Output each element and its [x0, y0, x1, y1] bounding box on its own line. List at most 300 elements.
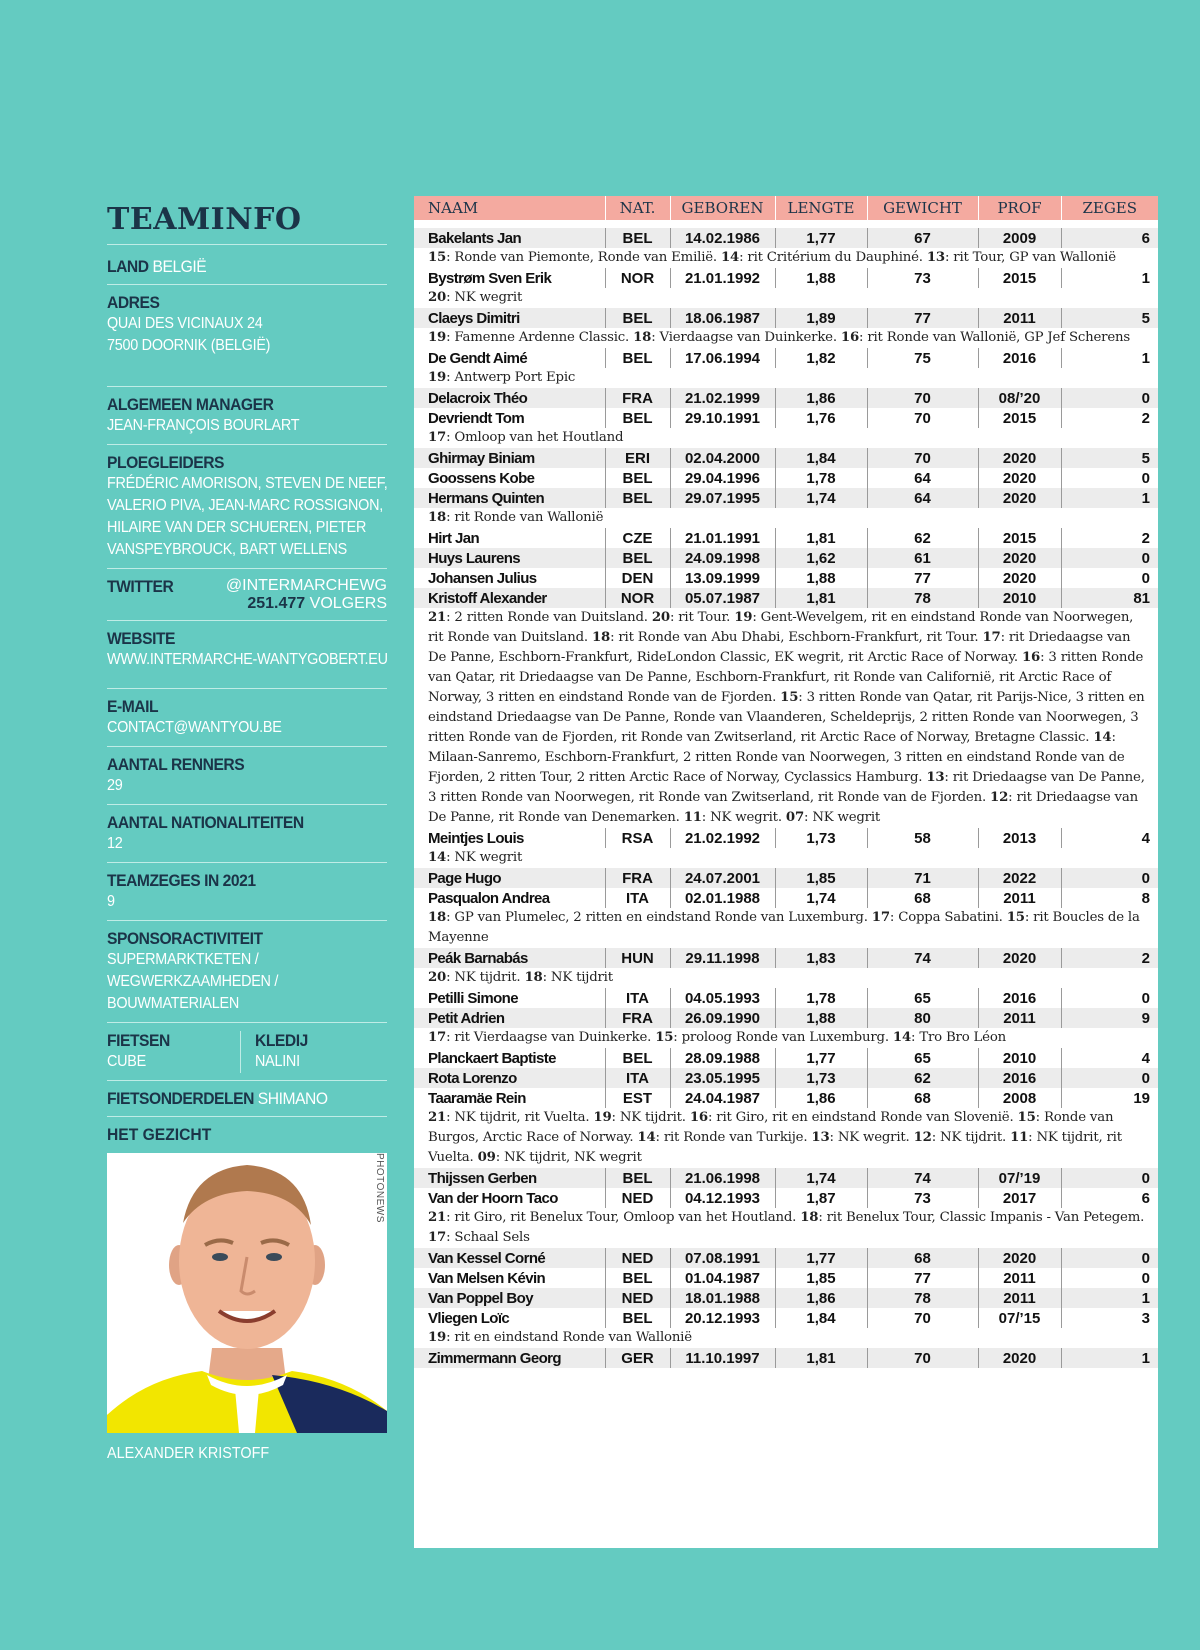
palmares-wins: Schaal Sels [454, 1230, 530, 1245]
cell-prof: 2016 [978, 1068, 1061, 1088]
cell-geboren: 20.12.1993 [670, 1308, 775, 1328]
cell-naam: Peák Barnabás [414, 948, 605, 968]
cell-naam: Van Melsen Kévin [428, 1269, 546, 1287]
cell-gewicht: 78 [867, 1288, 978, 1308]
table-row [414, 528, 1158, 548]
cell-gewicht: 71 [867, 868, 978, 888]
cell-naam: Petilli Simone [428, 989, 518, 1007]
table-row [414, 1268, 1158, 1288]
palmares-year: 19 [428, 370, 447, 385]
palmares-wins: rit Ronde van Wallonië [454, 510, 604, 525]
cell-nat: HUN [605, 948, 670, 968]
palmares-wins: rit Tour. [678, 610, 731, 625]
palmares-wins: rit Ronde van Turkije. [663, 1130, 808, 1145]
palmares-wins: rit Driedaagse van De Panne, 3 ritten Ronde van Noorwegen, rit Ronde van Zwitserland, rit Ronde van de Fjorden. [428, 770, 1145, 805]
cell-prof: 2015 [978, 528, 1061, 548]
sponsor-label: SPONSORACTIVITEIT [107, 929, 263, 948]
table-row [414, 1168, 1158, 1188]
palmares-year: 21 [428, 610, 447, 625]
cell-naam: Delacroix Théo [414, 388, 605, 408]
palmares-wins: NK tijdrit, rit Vuelta. [454, 1110, 590, 1125]
info-land [107, 249, 387, 285]
table-row [414, 1248, 1158, 1268]
palmares-wins: rit Vierdaagse van Duinkerke. [454, 1030, 652, 1045]
palmares-wins: rit Driedaagse van De Panne, rit Ronde van Denemarken. [428, 790, 1138, 825]
cell-lengte: 1,77 [775, 1048, 867, 1068]
palmares-year: 17 [428, 1030, 447, 1045]
palmares-text: 20: NK tijdrit. 18: NK tijdrit [428, 970, 613, 985]
table-row [414, 568, 1158, 588]
ploegleiders-line: FRÉDÉRIC AMORISON, STEVEN DE NEEF, [107, 475, 388, 492]
manager-value: JEAN-FRANÇOIS BOURLART [107, 417, 300, 434]
palmares-wins: Famenne Ardenne Classic. [454, 330, 630, 345]
team-info-title: TEAMINFO [107, 202, 387, 245]
onderdelen-label: FIETSONDERDELEN [107, 1089, 254, 1108]
palmares-wins: NK tijdrit [550, 970, 613, 985]
sponsor-line: SUPERMARKTKETEN / [107, 951, 259, 968]
cell-zeges: 0 [1061, 988, 1158, 1008]
cell-lengte: 1,74 [775, 1168, 867, 1188]
palmares-wins: NK tijdrit, NK wegrit [504, 1150, 642, 1165]
cell-zeges: 1 [1061, 1348, 1158, 1368]
cell-lengte: 1,62 [775, 548, 867, 568]
palmares-wins: GP van Plumelec, 2 ritten en eindstand Ronde van Luxemburg. [454, 910, 868, 925]
cell-gewicht: 73 [867, 268, 978, 288]
cell-lengte: 1,86 [775, 1288, 867, 1308]
cell-zeges: 2 [1061, 528, 1158, 548]
team-info-sidebar [107, 202, 387, 1463]
cell-nat: NOR [605, 268, 670, 288]
palmares-text: 19: rit en eindstand Ronde van Wallonië [428, 1330, 692, 1345]
palmares-year: 14 [720, 250, 740, 265]
palmares-year: 15 [655, 1030, 674, 1045]
palmares-year: 17 [982, 630, 1001, 645]
cell-naam: Kristoff Alexander [414, 588, 605, 608]
nationaliteiten-label: AANTAL NATIONALITEITEN [107, 813, 304, 832]
cell-nat: BEL [605, 1308, 670, 1328]
table-row [414, 1008, 1158, 1028]
palmares-year: 18 [428, 510, 447, 525]
cell-zeges: 5 [1061, 448, 1158, 468]
rider-portrait-photo [107, 1153, 387, 1433]
cell-geboren: 02.04.2000 [670, 448, 775, 468]
cell-prof: 2022 [978, 868, 1061, 888]
cell-zeges: 0 [1061, 1268, 1158, 1288]
table-row [414, 228, 1158, 248]
cell-geboren: 21.01.1992 [670, 268, 775, 288]
cell-prof: 2020 [978, 548, 1061, 568]
cell-gewicht: 78 [867, 588, 978, 608]
palmares-wins: rit Critérium du Dauphiné. [747, 250, 923, 265]
palmares-year: 13 [811, 1130, 830, 1145]
palmares-row [414, 1028, 1158, 1048]
cell-geboren: 21.02.1992 [670, 828, 775, 848]
palmares-text: 19: Antwerp Port Epic [428, 370, 576, 385]
twitter-handle[interactable]: @INTERMARCHEWG [225, 577, 387, 594]
palmares-wins: rit Giro, rit en eindstand Ronde van Slovenië. [716, 1110, 1014, 1125]
cell-naam: Van Kessel Corné [414, 1248, 605, 1268]
email-label: E-MAIL [107, 697, 159, 716]
cell-nat: BEL [605, 1268, 670, 1288]
cell-gewicht: 62 [867, 528, 978, 548]
cell-nat: RSA [605, 828, 670, 848]
cell-prof: 2016 [978, 348, 1061, 368]
ploegleiders-line: VANSPEYBROUCK, BART WELLENS [107, 541, 347, 558]
info-teamzeges [107, 863, 387, 921]
cell-zeges: 0 [1061, 468, 1158, 488]
palmares-text: 15: Ronde van Piemonte, Ronde van Emilië. 14: rit Critérium du Dauphiné. 13: rit Tour, GP van Wallonië [428, 250, 1116, 265]
header-gewicht: GEWICHT [867, 196, 978, 220]
palmares-row [414, 288, 1158, 308]
cell-nat: EST [605, 1088, 670, 1108]
palmares-wins: Ronde van Burgos, Arctic Race of Norway. [428, 1110, 1114, 1145]
cell-nat: NOR [605, 588, 670, 608]
palmares-row [414, 908, 1158, 948]
cell-naam: Taaramäe Rein [428, 1089, 526, 1107]
cell-zeges: 6 [1061, 228, 1158, 248]
land-value: BELGIË [152, 257, 207, 276]
cell-geboren: 18.06.1987 [670, 308, 775, 328]
palmares-wins: rit Ronde van Abu Dhabi, Eschborn-Frankfurt, rit Tour. [618, 630, 979, 645]
header-prof: PROF [978, 196, 1061, 220]
palmares-wins: NK wegrit [812, 810, 881, 825]
cell-zeges: 6 [1061, 1188, 1158, 1208]
rider-portrait-illustration [107, 1153, 387, 1433]
cell-gewicht: 75 [867, 348, 978, 368]
cell-geboren: 29.04.1996 [670, 468, 775, 488]
palmares-year: 09 [477, 1150, 496, 1165]
palmares-year: 14 [428, 850, 447, 865]
cell-prof: 2010 [978, 588, 1061, 608]
cell-nat: ITA [605, 988, 670, 1008]
table-row [414, 488, 1158, 508]
palmares-year: 12 [913, 1130, 932, 1145]
palmares-text: 17: Omloop van het Houtland [428, 430, 624, 445]
palmares-wins: rit en eindstand Ronde van Wallonië [454, 1330, 692, 1345]
cell-naam: De Gendt Aimé [428, 349, 528, 367]
palmares-year: 16 [840, 330, 860, 345]
palmares-row [414, 248, 1158, 268]
cell-naam: Thijssen Gerben [414, 1168, 605, 1188]
palmares-wins: proloog Ronde van Luxemburg. [681, 1030, 889, 1045]
cell-nat: NED [605, 1188, 670, 1208]
cell-lengte: 1,73 [775, 828, 867, 848]
palmares-wins: NK tijdrit. [940, 1130, 1007, 1145]
cell-zeges: 0 [1061, 548, 1158, 568]
cell-naam: Ghirmay Biniam [414, 448, 605, 468]
palmares-text: 21: rit Giro, rit Benelux Tour, Omloop van het Houtland. 18: rit Benelux Tour, Classic Impanis - Van Petegem. 17: Schaal Sels [428, 1210, 1145, 1245]
cell-gewicht: 77 [867, 308, 978, 328]
teamzeges-value: 9 [107, 893, 115, 910]
cell-naam: Goossens Kobe [428, 469, 535, 487]
cell-gewicht: 61 [867, 548, 978, 568]
palmares-wins: Vierdaagse van Duinkerke. [659, 330, 837, 345]
cell-zeges: 3 [1061, 1308, 1158, 1328]
table-row [414, 548, 1158, 568]
cell-nat: BEL [605, 548, 670, 568]
cell-lengte: 1,81 [775, 1348, 867, 1368]
cell-naam: Devriendt Tom [428, 409, 525, 427]
palmares-row [414, 608, 1158, 828]
palmares-year: 07 [785, 810, 804, 825]
table-row [414, 888, 1158, 908]
palmares-year: 16 [1021, 650, 1041, 665]
email-link[interactable]: CONTACT@WANTYOU.BE [107, 719, 282, 736]
cell-lengte: 1,77 [775, 1248, 867, 1268]
cell-nat: BEL [605, 408, 670, 428]
cell-nat: ERI [605, 448, 670, 468]
cell-gewicht: 64 [867, 488, 978, 508]
renners-value: 29 [107, 777, 123, 794]
cell-prof: 2011 [978, 888, 1061, 908]
cell-zeges: 1 [1061, 1288, 1158, 1308]
cell-geboren: 05.07.1987 [670, 588, 775, 608]
twitter-follower-count: 251.477 [247, 595, 306, 612]
palmares-text: 17: rit Vierdaagse van Duinkerke. 15: proloog Ronde van Luxemburg. 14: Tro Bro Léon [428, 1030, 1006, 1045]
palmares-wins: Antwerp Port Epic [454, 370, 576, 385]
cell-geboren: 01.04.1987 [670, 1268, 775, 1288]
adres-line-2: 7500 DOORNIK (BELGIË) [107, 337, 271, 354]
header-nat: NAT. [605, 196, 670, 220]
website-link[interactable]: WWW.INTERMARCHE-WANTYGOBERT.EU [107, 651, 388, 668]
ploegleiders-line: HILAIRE VAN DER SCHUEREN, PIETER [107, 519, 367, 536]
palmares-row [414, 328, 1158, 348]
cell-nat: GER [605, 1348, 670, 1368]
cell-prof: 2010 [978, 1048, 1061, 1068]
palmares-wins: rit Ronde van Wallonië, GP Jef Scherens [867, 330, 1130, 345]
cell-lengte: 1,84 [775, 1308, 867, 1328]
cell-geboren: 21.02.1999 [670, 388, 775, 408]
palmares-wins: Ronde van Piemonte, Ronde van Emilië. [454, 250, 717, 265]
table-row [414, 1308, 1158, 1328]
palmares-year: 14 [1093, 730, 1112, 745]
info-email [107, 689, 387, 747]
palmares-wins: Tro Bro Léon [919, 1030, 1006, 1045]
table-row [414, 448, 1158, 468]
palmares-year: 11 [683, 810, 702, 825]
cell-geboren: 04.12.1993 [670, 1188, 775, 1208]
cell-gewicht: 70 [867, 1308, 978, 1328]
cell-geboren: 29.11.1998 [670, 948, 775, 968]
palmares-row [414, 428, 1158, 448]
table-row [414, 948, 1158, 968]
cell-geboren: 11.10.1997 [670, 1348, 775, 1368]
cell-gewicht: 67 [867, 228, 978, 248]
cell-zeges: 8 [1061, 888, 1158, 908]
palmares-year: 21 [428, 1210, 447, 1225]
palmares-year: 17 [428, 1230, 447, 1245]
kledij-value: NALINI [254, 1053, 300, 1070]
cell-gewicht: 70 [867, 408, 978, 428]
palmares-wins: NK wegrit. [837, 1130, 910, 1145]
palmares-wins: NK wegrit [454, 850, 523, 865]
cell-zeges: 2 [1061, 408, 1158, 428]
cell-naam: Pasqualon Andrea [428, 889, 550, 907]
cell-geboren: 14.02.1986 [670, 228, 775, 248]
cell-naam: Johansen Julius [428, 569, 537, 587]
palmares-row [414, 508, 1158, 528]
cell-gewicht: 70 [867, 388, 978, 408]
palmares-row [414, 848, 1158, 868]
ploegleiders-label: PLOEGLEIDERS [107, 453, 225, 472]
palmares-year: 14 [892, 1030, 911, 1045]
table-row [414, 1288, 1158, 1308]
photo-credit: PHOTONEWS [374, 1153, 385, 1223]
cell-naam: Petit Adrien [414, 1008, 605, 1028]
cell-lengte: 1,74 [775, 488, 867, 508]
cell-zeges: 81 [1061, 588, 1158, 608]
cell-geboren: 28.09.1988 [670, 1048, 775, 1068]
palmares-wins: NK tijdrit, rit Vuelta. [428, 1130, 1122, 1165]
cell-geboren: 29.07.1995 [670, 488, 775, 508]
palmares-year: 15 [780, 690, 799, 705]
palmares-year: 19 [593, 1110, 612, 1125]
cell-lengte: 1,74 [775, 888, 867, 908]
cell-gewicht: 77 [867, 1268, 978, 1288]
cell-geboren: 04.05.1993 [670, 988, 775, 1008]
header-geboren: GEBOREN [670, 196, 775, 220]
palmares-wins: NK tijdrit. [619, 1110, 686, 1125]
cell-prof: 2013 [978, 828, 1061, 848]
info-renners [107, 747, 387, 805]
cell-prof: 2009 [978, 228, 1061, 248]
palmares-row [414, 368, 1158, 388]
palmares-year: 12 [990, 790, 1009, 805]
palmares-year: 13 [926, 770, 945, 785]
cell-lengte: 1,88 [775, 1008, 867, 1028]
table-row [414, 1348, 1158, 1368]
info-onderdelen [107, 1081, 387, 1117]
cell-prof: 2017 [978, 1188, 1061, 1208]
cell-lengte: 1,73 [775, 1068, 867, 1088]
header-naam: NAAM [414, 196, 605, 220]
cell-prof: 2020 [978, 488, 1061, 508]
cell-zeges: 0 [1061, 388, 1158, 408]
palmares-row [414, 968, 1158, 988]
manager-label: ALGEMEEN MANAGER [107, 395, 274, 414]
table-row [414, 268, 1158, 288]
cell-zeges: 1 [1061, 488, 1158, 508]
cell-lengte: 1,85 [775, 868, 867, 888]
cell-geboren: 24.09.1998 [670, 548, 775, 568]
nationaliteiten-value: 12 [107, 835, 123, 852]
palmares-year: 14 [637, 1130, 656, 1145]
cell-prof: 2020 [978, 1348, 1061, 1368]
palmares-year: 13 [926, 250, 945, 265]
cell-lengte: 1,81 [775, 528, 867, 548]
ploegleiders-line: VALERIO PIVA, JEAN-MARC ROSSIGNON, [107, 497, 383, 514]
cell-gewicht: 65 [867, 988, 978, 1008]
cell-nat: CZE [605, 528, 670, 548]
palmares-text: 20: NK wegrit [428, 290, 523, 305]
cell-prof: 2020 [978, 468, 1061, 488]
palmares-year: 19 [734, 610, 753, 625]
rider-table [414, 196, 1158, 1368]
cell-gewicht: 74 [867, 948, 978, 968]
table-row [414, 468, 1158, 488]
palmares-wins: Coppa Sabatini. [898, 910, 1003, 925]
cell-geboren: 21.06.1998 [670, 1168, 775, 1188]
sponsor-line: BOUWMATERIALEN [107, 995, 239, 1012]
cell-prof: 2020 [978, 1248, 1061, 1268]
cell-prof: 2016 [978, 988, 1061, 1008]
palmares-row [414, 1108, 1158, 1168]
cell-naam: Planckaert Baptiste [428, 1049, 556, 1067]
cell-gewicht: 73 [867, 1188, 978, 1208]
info-sponsor [107, 921, 387, 1023]
cell-lengte: 1,81 [775, 588, 867, 608]
cell-zeges: 4 [1061, 828, 1158, 848]
cell-zeges: 1 [1061, 268, 1158, 288]
cell-prof: 2011 [978, 1288, 1061, 1308]
palmares-year: 18 [428, 910, 447, 925]
adres-line-1: QUAI DES VICINAUX 24 [107, 315, 263, 332]
cell-zeges: 0 [1061, 1068, 1158, 1088]
table-row [414, 988, 1158, 1008]
cell-nat: BEL [605, 1168, 670, 1188]
palmares-year: 20 [651, 610, 670, 625]
cell-lengte: 1,76 [775, 408, 867, 428]
cell-geboren: 13.09.1999 [670, 568, 775, 588]
cell-geboren: 29.10.1991 [670, 408, 775, 428]
cell-nat: DEN [605, 568, 670, 588]
table-row [414, 1188, 1158, 1208]
palmares-text: 21: NK tijdrit, rit Vuelta. 19: NK tijdrit. 16: rit Giro, rit en eindstand Ronde van Slovenië. 15: Ronde van Burgos, Arctic Race of Norway. 14: rit Ronde van Turkije. 13: NK wegrit. 12: NK tijdrit. 11: NK tijdrit, rit Vuelta. 09: NK tijdrit, NK wegrit [428, 1110, 1122, 1165]
cell-gewicht: 77 [867, 568, 978, 588]
palmares-text: 19: Famenne Ardenne Classic. 18: Vierdaagse van Duinkerke. 16: rit Ronde van Wallonië, GP Jef Scherens [428, 330, 1130, 345]
cell-lengte: 1,78 [775, 988, 867, 1008]
palmares-wins: Milaan-Sanremo, Eschborn-Frankfurt, 2 ritten Ronde van Noorwegen, 3 ritten en eindstand Ronde van de Fjorden, 2 ritten Tour, 2 ritten Arctic Race of Norway, Cyclassics Hamburg. [428, 750, 1125, 785]
cell-lengte: 1,84 [775, 448, 867, 468]
cell-naam: Huys Laurens [414, 548, 605, 568]
cell-lengte: 1,77 [775, 228, 867, 248]
cell-nat: NED [605, 1248, 670, 1268]
palmares-year: 21 [428, 1110, 447, 1125]
palmares-wins: rit Tour, GP van Wallonië [953, 250, 1116, 265]
cell-gewicht: 70 [867, 448, 978, 468]
palmares-text: 21: 2 ritten Ronde van Duitsland. 20: rit Tour. 19: Gent-Wevelgem, rit en eindstand Ronde van Noorwegen, rit Ronde van Duitsland. 18: rit Ronde van Abu Dhabi, Eschborn-Frankfurt, rit Tour. 17: rit Driedaagse van De Panne, Eschborn-Frankfurt, RideLondon Classic, EK wegrit, rit Arctic Race of Norway. 16: 3 ritten Ronde van Qatar, rit Driedaagse van De Panne, Eschborn-Frankfurt, rit Ronde van Californië, rit Arctic Race of Norway, 3 ritten en eindstand Ronde van de Fjorden. 15: 3 ritten Ronde van Qatar, rit Parijs-Nice, 3 ritten en eindstand Driedaagse van De Panne, Ronde van Vlaanderen, Scheldeprijs, 2 ritten Ronde van Noorwegen, 3 ritten Ronde van de Fjorden, rit Ronde van Zwitserland, rit Arctic Race of Norway, Bretagne Classic. 14: Milaan-Sanremo, Eschborn-Frankfurt, 2 ritten Ronde van Noorwegen, 3 ritten en eindstand Ronde van de Fjorden, 2 ritten Tour, 2 ritten Arctic Race of Norway, Cyclassics Hamburg. 13: rit Driedaagse van De Panne, 3 ritten Ronde van Noorwegen, rit Ronde van Zwitserland, rit Ronde van de Fjorden. 12: rit Driedaagse van De Panne, rit Ronde van Denemarken. 11: NK wegrit. 07: NK wegrit [428, 610, 1145, 825]
cell-gewicht: 70 [867, 1348, 978, 1368]
cell-lengte: 1,89 [775, 308, 867, 328]
cell-naam: Meintjes Louis [428, 829, 524, 847]
palmares-year: 17 [871, 910, 890, 925]
fietsen-value: CUBE [107, 1053, 146, 1070]
palmares-wins: Gent-Wevelgem, rit en eindstand Ronde van Noorwegen, rit Ronde van Duitsland. [428, 610, 1134, 645]
palmares-year: 15 [428, 250, 447, 265]
cell-zeges: 0 [1061, 568, 1158, 588]
cell-zeges: 0 [1061, 868, 1158, 888]
cell-prof: 07/’15 [978, 1308, 1061, 1328]
cell-gewicht: 68 [867, 1088, 978, 1108]
cell-gewicht: 58 [867, 828, 978, 848]
cell-gewicht: 68 [867, 888, 978, 908]
cell-lengte: 1,85 [775, 1268, 867, 1288]
cell-lengte: 1,87 [775, 1188, 867, 1208]
cell-geboren: 17.06.1994 [670, 348, 775, 368]
palmares-year: 15 [1006, 910, 1025, 925]
cell-zeges: 4 [1061, 1048, 1158, 1068]
table-row [414, 1068, 1158, 1088]
cell-zeges: 5 [1061, 308, 1158, 328]
table-row [414, 828, 1158, 848]
cell-lengte: 1,83 [775, 948, 867, 968]
cell-zeges: 0 [1061, 1168, 1158, 1188]
cell-zeges: 2 [1061, 948, 1158, 968]
cell-prof: 07/’19 [978, 1168, 1061, 1188]
cell-naam: Hermans Quinten [414, 488, 605, 508]
cell-lengte: 1,88 [775, 568, 867, 588]
rider-table-panel [414, 196, 1158, 1548]
